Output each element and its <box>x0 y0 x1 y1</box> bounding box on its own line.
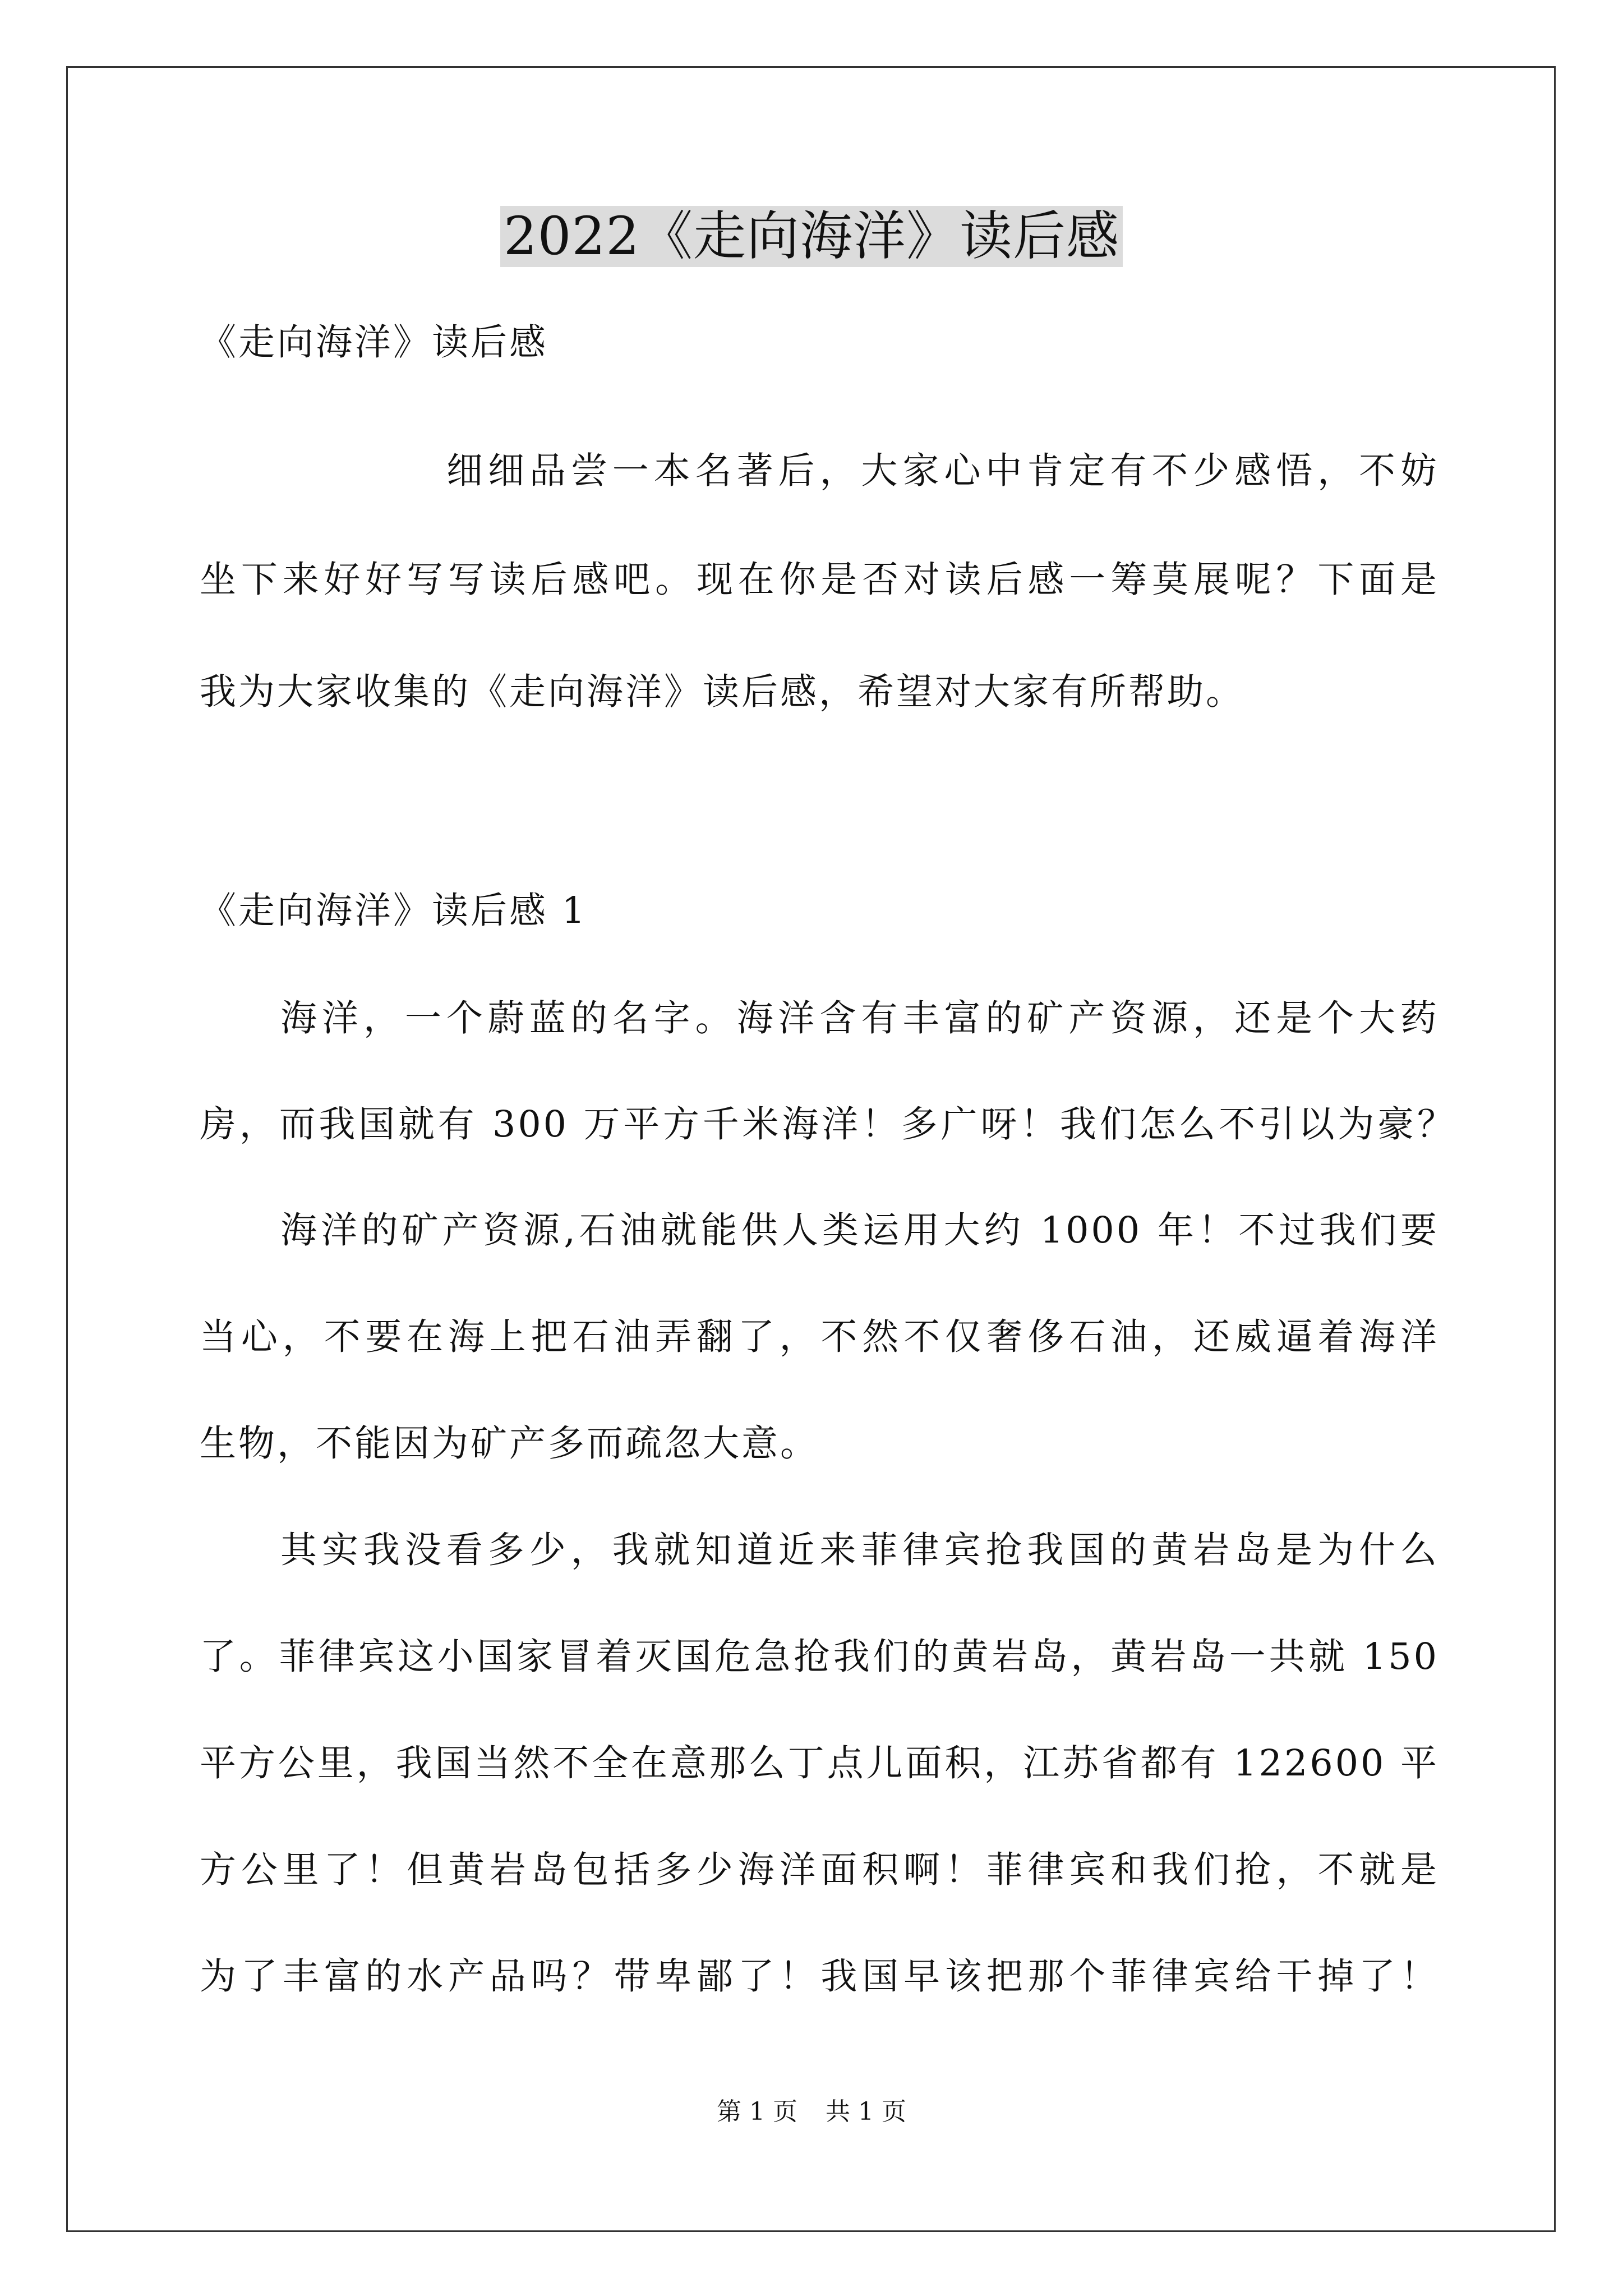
title-text: 2022《走向海洋》读后感 <box>500 206 1123 267</box>
subheading: 《走向海洋》读后感 1 <box>200 890 588 932</box>
paragraph-line: 其实我没看多少，我就知道近来菲律宾抢我国的黄岩岛是为什么 <box>280 1529 1439 1571</box>
page-total: 共 1 页 <box>826 2097 906 2126</box>
paragraph-line: 生物，不能因为矿产多而疏忽大意。 <box>200 1423 819 1465</box>
paragraph-line: 了。菲律宾这小国家冒着灭国危急抢我们的黄岩岛，黄岩岛一共就 150 <box>200 1636 1439 1678</box>
page-number: 第 1 页 <box>717 2097 797 2126</box>
paragraph-line: 当心，不要在海上把石油弄翻了，不然不仅奢侈石油，还威逼着海洋 <box>200 1316 1439 1358</box>
paragraph-line: 为了丰富的水产品吗？带卑鄙了！我国早该把那个菲律宾给干掉了！ <box>200 1955 1439 1998</box>
intro-line: 细细品尝一本名著后，大家心中肯定有不少感悟，不妨 <box>446 450 1439 492</box>
intro-line: 我为大家收集的《走向海洋》读后感，希望对大家有所帮助。 <box>200 671 1245 713</box>
paragraph-line: 方公里了！但黄岩岛包括多少海洋面积啊！菲律宾和我们抢，不就是 <box>200 1849 1439 1891</box>
intro-line: 坐下来好好写写读后感吧。现在你是否对读后感一筹莫展呢？下面是 <box>200 559 1439 601</box>
page-footer <box>0 2095 1623 2129</box>
document-title <box>0 197 1623 276</box>
subheading: 《走向海洋》读后感 <box>200 321 548 364</box>
paragraph-line: 平方公里，我国当然不全在意那么丁点儿面积，江苏省都有 122600 平 <box>200 1742 1439 1784</box>
paragraph-line: 海洋，一个蔚蓝的名字。海洋含有丰富的矿产资源，还是个大药 <box>280 997 1439 1039</box>
paragraph-line: 房，而我国就有 300 万平方千米海洋！多广呀！我们怎么不引以为豪？ <box>200 1103 1456 1145</box>
paragraph-line: 海洋的矿产资源,石油就能供人类运用大约 1000 年！不过我们要 <box>280 1209 1439 1251</box>
